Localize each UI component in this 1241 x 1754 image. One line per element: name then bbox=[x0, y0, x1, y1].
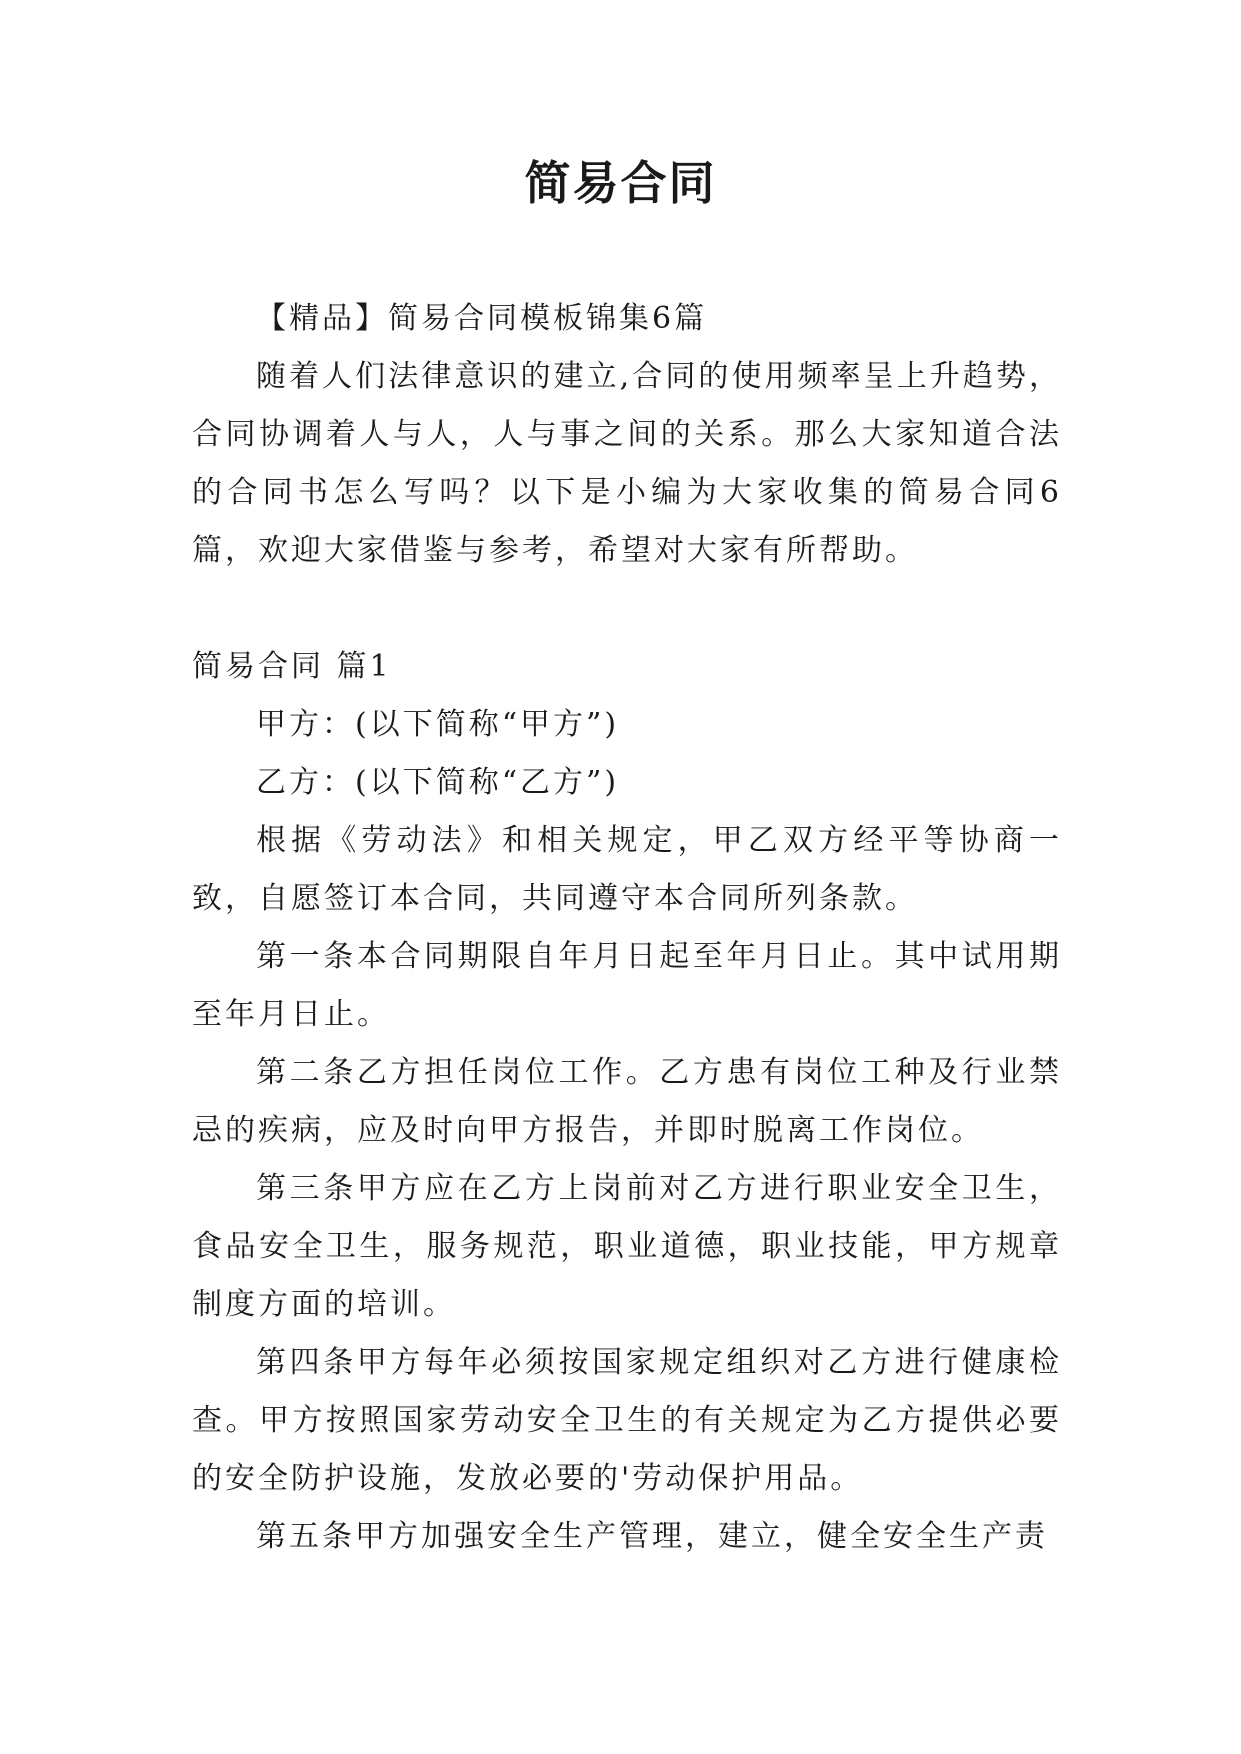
preamble-paragraph: 根据《劳动法》和相关规定，甲乙双方经平等协商一致，自愿签订本合同，共同遵守本合同所列条款。 bbox=[192, 823, 1062, 916]
document-subtitle: 【精品】简易合同模板锦集6篇 bbox=[256, 301, 708, 336]
article-5: 第五条甲方加强安全生产管理，建立，健全安全生产责 bbox=[256, 1519, 1048, 1554]
party-b-line: 乙方：(以下简称“乙方”) bbox=[256, 765, 620, 800]
document-body bbox=[192, 290, 1062, 1566]
document-title: 简易合同 bbox=[524, 156, 717, 210]
party-a-line: 甲方：(以下简称“甲方”) bbox=[256, 707, 620, 742]
section-heading: 简易合同 篇1 bbox=[192, 649, 392, 684]
paragraph-spacer bbox=[192, 580, 1062, 638]
article-3: 第三条甲方应在乙方上岗前对乙方进行职业安全卫生，食品安全卫生，服务规范，职业道德，职业技能，甲方规章制度方面的培训。 bbox=[192, 1171, 1062, 1322]
article-4: 第四条甲方每年必须按国家规定组织对乙方进行健康检查。甲方按照国家劳动安全卫生的有关规定为乙方提供必要的安全防护设施，发放必要的'劳动保护用品。 bbox=[192, 1345, 1062, 1496]
intro-paragraph: 随着人们法律意识的建立,合同的使用频率呈上升趋势，合同协调着人与人，人与事之间的关系。那么大家知道合法的合同书怎么写吗？以下是小编为大家收集的简易合同6篇，欢迎大家借鉴与参考，希望对大家有所帮助。 bbox=[192, 359, 1062, 568]
article-2: 第二条乙方担任岗位工作。乙方患有岗位工种及行业禁忌的疾病，应及时向甲方报告，并即时脱离工作岗位。 bbox=[192, 1055, 1062, 1148]
article-1: 第一条本合同期限自年月日起至年月日止。其中试用期至年月日止。 bbox=[192, 939, 1062, 1032]
